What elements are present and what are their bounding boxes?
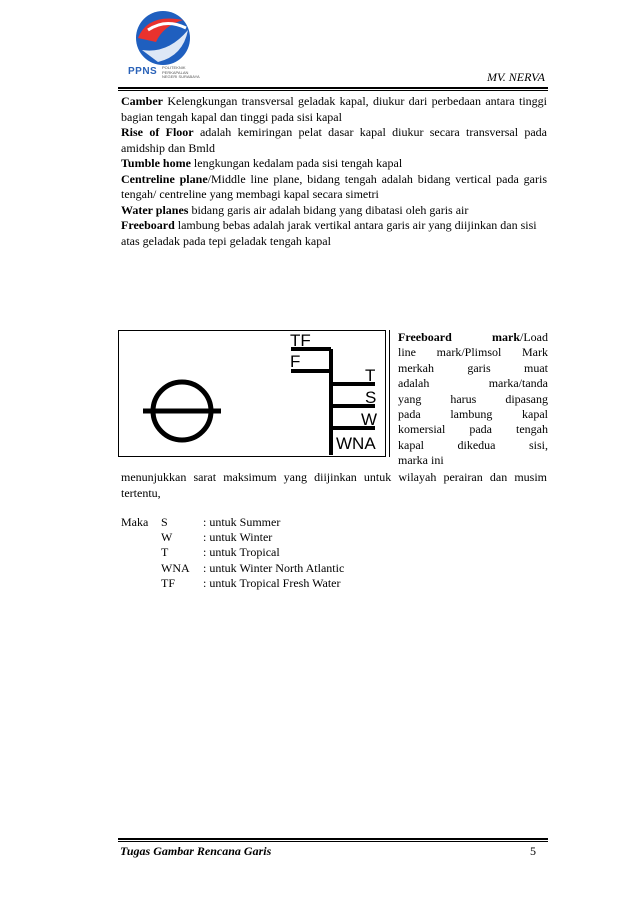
logo-text: PPNS (128, 66, 158, 77)
list-code: S (161, 515, 168, 529)
definition-text: /Middle line plane, bidang tengah adalah bidang vertical pada garis tengah/ centreline yang membagi kapal secara simetri (121, 171, 547, 201)
list-item (121, 515, 344, 530)
term: Freeboard (121, 218, 175, 232)
list-desc: : untuk Winter North Atlantic (203, 560, 345, 575)
header-rule-thin (118, 90, 548, 91)
continuation-paragraph: menunjukkan sarat maksimum yang diijinkan untuk wilayah perairan dan musim tertentu, (121, 470, 547, 500)
para-freeboard (121, 218, 547, 249)
plimsoll-mark-figure (118, 330, 386, 457)
definitions (121, 94, 547, 249)
desc-line: line mark/Plimsol Mark (398, 345, 548, 360)
definition-text: lambung bebas adalah jarak vertikal antara garis air yang diijinkan dan sisi atas geladak pada tepi geladak tengah kapal (121, 218, 537, 248)
desc-text: /Load (520, 330, 548, 344)
definition-text: bidang garis air adalah bidang yang dibatasi oleh garis air (188, 202, 469, 217)
label-f: F (290, 352, 301, 371)
para-centreline-plane (121, 172, 547, 203)
label-s: S (365, 388, 377, 407)
list-item (121, 576, 344, 591)
label-w: W (361, 410, 378, 429)
list-item (121, 561, 344, 576)
term: Water planes (121, 202, 189, 217)
footer-rule-thin (118, 841, 548, 842)
after-figure-text (121, 470, 547, 501)
desc-line: yang harus dipasang (398, 391, 548, 406)
desc-line (398, 330, 548, 345)
desc-line: kapal dikedua sisi, (398, 437, 548, 452)
list-prefix: Maka (121, 515, 149, 529)
term: Camber (121, 94, 163, 108)
load-line-list (121, 515, 344, 591)
list-desc: : untuk Winter (203, 530, 273, 545)
list-desc: : untuk Tropical Fresh Water (203, 575, 341, 590)
list-code: WNA (161, 560, 190, 575)
desc-line: pada lambung kapal (398, 407, 548, 422)
list-desc: : untuk Summer (203, 515, 281, 529)
para-water-planes (121, 203, 547, 219)
footer-title: Tugas Gambar Rencana Garis (120, 844, 272, 858)
para-camber (121, 94, 547, 125)
desc-line: komersial pada tengah (398, 422, 548, 437)
definition-text: Kelengkungan transversal geladak kapal, diukur dari perbedaan antara tinggi bagian tengah kapal dan tinggi pada sisi kapal (121, 94, 547, 124)
footer-rule (118, 838, 548, 840)
list-item (121, 545, 344, 560)
list-code: W (161, 530, 173, 545)
para-rise-of-floor (121, 125, 547, 156)
freeboard-mark-description (398, 330, 548, 469)
list-code: TF (161, 575, 176, 590)
term: Rise of Floor (121, 125, 194, 139)
logo-subtext: POLITEKNIK PERKAPALAN NEGERI SURABAYA (162, 65, 200, 79)
plimsoll-mark-drawing (119, 331, 385, 456)
label-t: T (365, 366, 376, 385)
list-code: T (161, 545, 169, 560)
header-title: MV. NERVA (487, 70, 545, 84)
figure-border-right (386, 330, 390, 457)
term: Tumble home (121, 156, 191, 170)
para-tumble-home (121, 156, 547, 172)
desc-line: merkah garis muat (398, 360, 548, 375)
desc-line: adalah marka/tanda (398, 376, 548, 391)
page-number: 5 (530, 844, 536, 858)
list-desc: : untuk Tropical (203, 545, 280, 560)
desc-line: marka ini (398, 453, 444, 468)
term: Freeboard mark (398, 330, 520, 344)
definition-text: lengkungan kedalam pada sisi tengah kapal (190, 156, 403, 170)
label-tf: TF (290, 331, 311, 350)
term: Centreline plane (121, 171, 208, 186)
list-item (121, 530, 344, 545)
definition-text: adalah kemiringan pelat dasar kapal diukur secara transversal pada amidship dan Bmld (121, 125, 547, 155)
label-wna: WNA (336, 434, 376, 453)
header-rule (118, 87, 548, 89)
